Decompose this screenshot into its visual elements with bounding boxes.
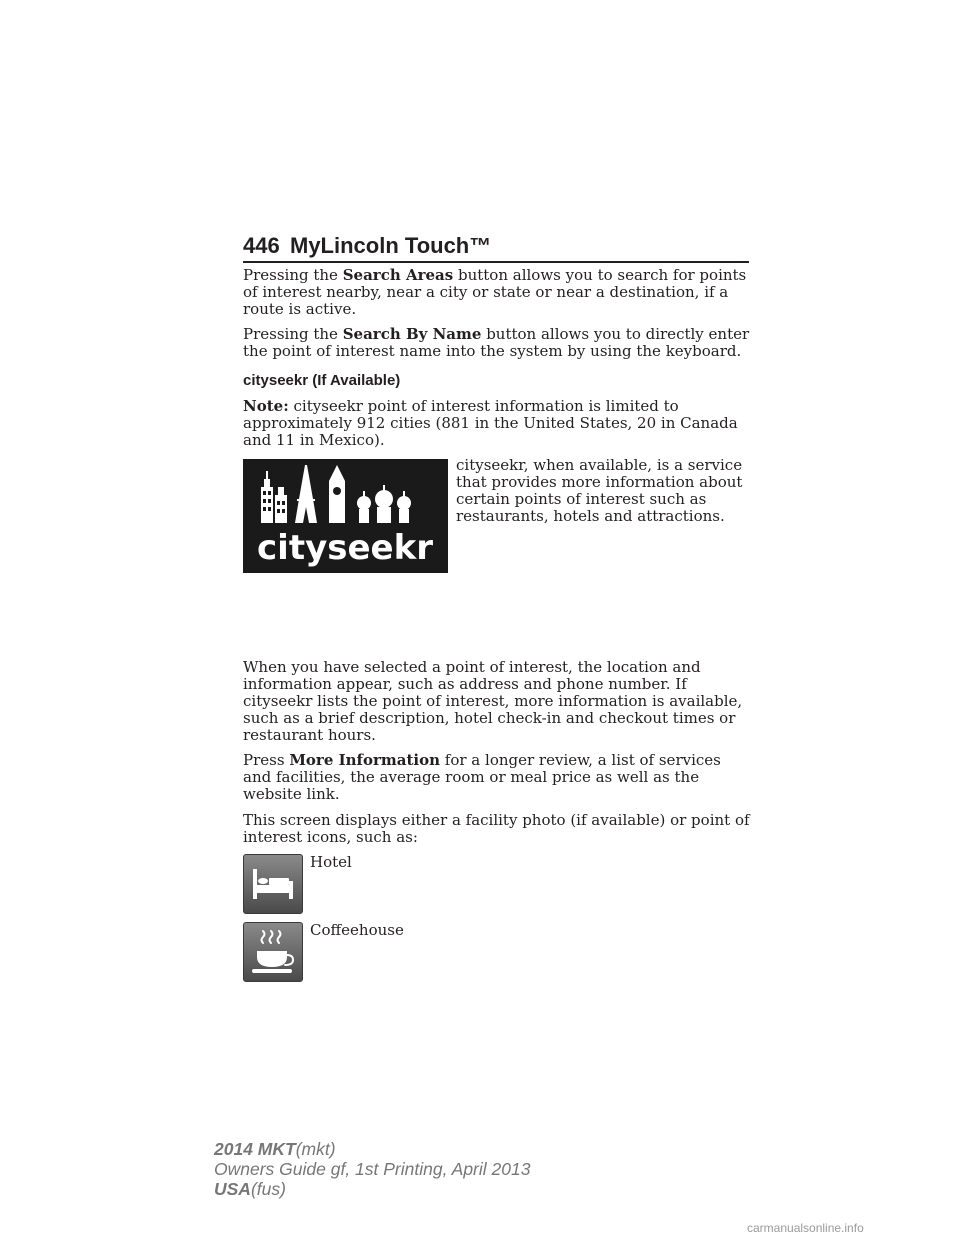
footer-model-line: 2014 MKT(mkt)	[214, 1139, 336, 1159]
footer-printing-line: Owners Guide gf, 1st Printing, April 2013	[214, 1159, 531, 1179]
coffeehouse-label: Coffeehouse	[310, 921, 404, 940]
more-information-paragraph: Press More Information for a longer review, a list of services and facilities, the average room or meal price as well as the website link.	[243, 751, 721, 803]
search-areas-paragraph: Pressing the Search Areas button allows you to search for points of interest nearby, near a city or state or near a destination, if a route is active.	[243, 266, 747, 318]
bed-icon	[243, 854, 303, 914]
footer-market-line: USA(fus)	[214, 1179, 286, 1199]
cityseekr-description: cityseekr, when available, is a service that provides more information about certain points of interest such as restaurants, hotels and attractions.	[456, 456, 743, 525]
poi-selected-paragraph: When you have selected a point of interest, the location and information appear, such as address and phone number. If cityseekr lists the point of interest, more information is available, such as a brief description, hotel check-in and checkout times or restaurant hours.	[243, 658, 743, 744]
page-header	[243, 233, 749, 263]
coffeehouse-icon-row	[243, 922, 753, 990]
cityseekr-heading: cityseekr (If Available)	[243, 371, 401, 389]
print-footer	[214, 1139, 530, 1199]
hotel-label: Hotel	[310, 853, 352, 872]
note-paragraph: Note: cityseekr point of interest information is limited to approximately 912 cities (881 in the United States, 20 in Canada and 11 in Mexico).	[243, 396, 738, 449]
more-information-term: More Information	[289, 751, 441, 770]
coffee-cup-icon	[243, 922, 303, 982]
facility-photo-paragraph: This screen displays either a facility photo (if available) or point of interest icons, such as:	[243, 810, 750, 846]
search-areas-term: Search Areas	[342, 266, 454, 284]
watermark: carmanualsonline.info	[747, 1221, 864, 1235]
page-number: 446	[243, 233, 280, 258]
search-by-name-term: Search By Name	[342, 325, 482, 344]
cityseekr-logo-text: cityseekr	[257, 528, 433, 569]
search-by-name-paragraph: Pressing the Search By Name button allows you to directly enter the point of interest name into the system by using the keyboard.	[243, 325, 750, 361]
hotel-icon-row	[243, 854, 753, 922]
cityseekr-logo	[243, 459, 448, 573]
header-rule	[243, 261, 749, 263]
page-title: MyLincoln Touch™	[290, 233, 492, 258]
note-label: Note:	[243, 396, 289, 415]
page-body	[243, 267, 753, 990]
cityseekr-section	[243, 457, 753, 654]
city-skyline-icon	[243, 459, 448, 573]
